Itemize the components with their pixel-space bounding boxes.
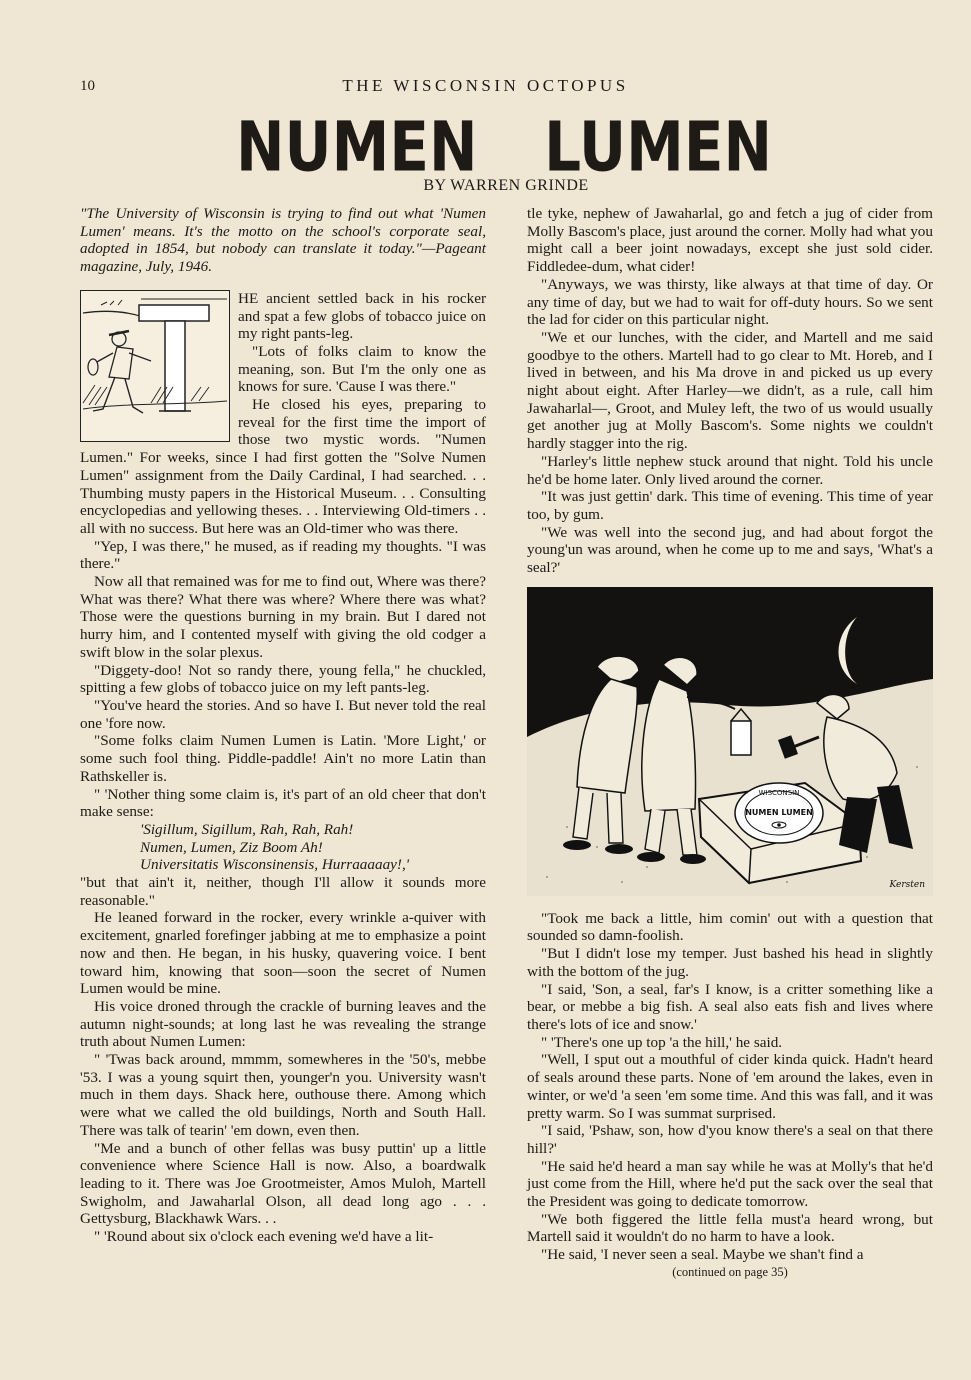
running-head: THE WISCONSIN OCTOPUS [342, 76, 629, 95]
title-word-numen: NUMEN [236, 106, 478, 188]
right-paragraph: "He said he'd heard a man say while he was at Molly's that he'd just come from the Hill, where he'd put the sack over the seal that the President was going to dedicate tomorrow. [527, 1157, 933, 1211]
byline: BY WARREN GRINDE [423, 177, 589, 194]
right-paragraph: "But I didn't lose my temper. Just bashed his head in slightly with the bottom of the jug. [527, 945, 933, 980]
left-paragraph: HE ancient settled back in his rocker and spat a few globs of tobacco juice on my right pants-leg. [238, 289, 486, 343]
verse-line: 'Sigillum, Sigillum, Rah, Rah, Rah! [140, 820, 354, 838]
title-word-lumen: LUMEN [544, 106, 772, 188]
right-paragraph: "We et our lunches, with the cider, and Martell and me said goodbye to the others. Martell had to go clear to Mt. Horeb, and I lived in between, and his Ma drove in and picked us up every night about eight. After Harley—we didn't, as a rule, call him Jawaharlal—, Groot, and Muley left, the two of us would usually get another jug at Molly Bascom's. Some nights we couldn't hardly stagger into the rig. [527, 328, 933, 453]
left-paragraph: " 'Twas back around, mmmm, somewheres in the '50's, mebbe '53. I was a young squirt then, younger'n you. University wasn't much in them days. Shack here, outhouse there. Among which were what we called the old buildings, North and South Hall. There was talk of tearin' 'em down, even then. [80, 1051, 486, 1139]
left-paragraph: Now all that remained was for me to find out, Where was there? What was there? What there was where? Where there was what? Those were the questions burning in my brain. But I dared not hurry him, and I contented myself with giving the old codger a swift blow in the solar plexus. [80, 573, 486, 661]
right-paragraph: "Harley's little nephew stuck around that night. Told his uncle he'd be home later. Only lived around the corner. [527, 452, 933, 488]
left-paragraph: "Some folks claim Numen Lumen is Latin. 'More Light,' or some such fool thing. Piddle-paddle! Ain't no more Latin than Rathskeller is. [80, 732, 486, 785]
article-title [236, 108, 772, 186]
right-paragraph: "Anyways, we was thirsty, like always at that time of day. Or any time of day, but we had to wait for off-duty hours. So we sent the lad for cider on this particular night. [527, 275, 933, 329]
right-paragraph: "I said, 'Pshaw, son, how d'you know there's a seal on that there hill?' [527, 1122, 933, 1157]
right-column [527, 205, 933, 1282]
right-paragraph: " 'There's one up top 'a the hill,' he said. [541, 1033, 783, 1051]
left-paragraph: "but that ain't it, neither, though I'll allow it sounds more reasonable." [80, 874, 486, 909]
left-paragraph: "Diggety-doo! Not so randy there, young fella," he chuckled, spitting a few globs of tobacco juice on my left pants-leg. [80, 661, 486, 697]
page-number: 10 [80, 78, 95, 94]
left-paragraph: " 'Nother thing some claim is, it's part of an old cheer that don't make sense: [80, 785, 486, 821]
epigraph: "The University of Wisconsin is trying to find out what 'Numen Lumen' means. It's the motto on the school's corporate seal, adopted in 1854, but nobody can translate it today."—Pageant magazine, July, 1946. [80, 205, 486, 276]
left-paragraph: "You've heard the stories. And so have I. But never told the real one 'fore now. [80, 696, 486, 732]
right-paragraph: "It was just gettin' dark. This time of evening. This time of year too, by gum. [527, 488, 933, 523]
left-column [80, 205, 486, 1246]
right-paragraph: "He said, 'I never seen a seal. Maybe we shan't find a [541, 1246, 864, 1264]
right-paragraph: "I said, 'Son, a seal, far's I know, is a critter something like a bear, or mebbe a big fish. A seal also eats fish and lives where there's lots of ice and snow.' [527, 980, 933, 1033]
left-paragraph: " 'Round about six o'clock each evening we'd have a lit- [94, 1228, 434, 1246]
seal-top-text: WISCONSIN [758, 788, 800, 797]
left-paragraph: He leaned forward in the rocker, every wrinkle a-quiver with excitement, gnarled forefinger jabbing at me to emphasize a point now and then. He began, in his husky, quavering voice. I bent toward him, knowing that soon—soon the secret of Numen Lumen would be mine. [80, 909, 486, 998]
right-paragraph: "Took me back a little, him comin' out with a question that sounded so damn-foolish. [527, 909, 933, 945]
right-paragraph: tle tyke, nephew of Jawaharlal, go and fetch a jug of cider from Molly Bascom's place, just around the corner. Molly had what you might call a beer joint nowadays, except she just sold cider. Fiddledee-dum, what cider! [527, 205, 933, 276]
continued-note: (continued on page 35) [672, 1264, 788, 1279]
verse-line: Numen, Lumen, Ziz Boom Ah! [140, 838, 323, 856]
left-paragraph: "Me and a bunch of other fellas was busy puttin' up a little convenience where Science Hall is now. Also, a boardwalk leading to it. There was Joe Grootmeister, Amos Muloh, Martell Swigholm, and Jawaharlal Olson, all dead long ago . . . Gettysburg, Blackhawk Wars. . . [80, 1139, 486, 1228]
right-paragraph: "We both figgered the little fella must'a heard wrong, but Martell said it wouldn't do no harm to have a look. [527, 1210, 933, 1246]
right-paragraph: "We was well into the second jug, and had about forgot the young'un was around, when he come up to me and says, 'What's a seal?' [527, 523, 933, 577]
left-paragraph: "Yep, I was there," he mused, as if reading my thoughts. "I was there." [80, 537, 486, 573]
left-paragraph: His voice droned through the crackle of burning leaves and the autumn night-sounds; at long last he was revealing the strange truth about Numen Lumen: [80, 997, 486, 1051]
verse-line: Universitatis Wisconsinensis, Hurraaaaay!,' [140, 856, 410, 874]
cartoon-illustration [527, 587, 933, 896]
left-paragraph: He closed his eyes, preparing to reveal for the first time the import of those two mystic words. "Numen Lumen." For weeks, since I had first gotten the "Solve Numen Lumen" assignment from the Daily Cardinal, I had searched. . . Thumbing musty papers in the Historical Museum. . . Consulting encyclopedias and yellowing theses. . . Interviewing Old-timers . . all with no success. But here was an Old-timer who was there. [80, 396, 486, 537]
seal-center-text: NUMEN LUMEN [745, 807, 813, 817]
cartoon-signature: Kersten [889, 879, 925, 890]
dropcap-illustration [80, 290, 230, 442]
right-paragraph: "Well, I sput out a mouthful of cider kinda quick. Hadn't heard of seals around these parts. None of 'em around the lakes, even in winter, or we'd 'a seen 'em some time. And this was fall, and it was pretty warm. So I was summat surprised. [527, 1051, 933, 1122]
left-paragraph: "Lots of folks claim to know the meaning, son. But I'm the only one as knows for sure. 'Cause I was there." [238, 342, 486, 396]
